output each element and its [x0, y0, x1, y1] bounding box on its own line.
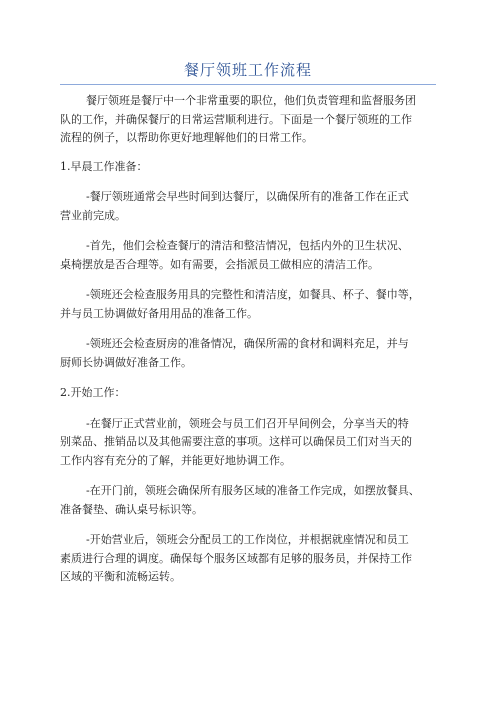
title-divider [60, 84, 436, 85]
paragraph-line: 营业前完成。 [60, 208, 126, 222]
paragraph-line: 工作内容有充分的了解，并能更好地协调工作。 [60, 453, 291, 467]
intro-line: 流程的例子，以帮助你更好地理解他们的日常工作。 [60, 131, 313, 144]
paragraph-line: -首先，他们会检查餐厅的清洁和整洁情况，包括内外的卫生状况、 [86, 239, 409, 252]
intro-paragraph [60, 92, 444, 148]
paragraph-line: -开始营业后，领班会分配员工的工作岗位，并根据就座情况和员工 [86, 533, 409, 546]
intro-line: 队的工作，并确保餐厅的日常运营顺利进行。下面是一个餐厅领班的工作 [60, 112, 412, 126]
paragraph-line: 厨师长协调做好准备工作。 [60, 355, 192, 369]
document-title: 餐厅领班工作流程 [183, 61, 312, 79]
section-heading: 1.早晨工作准备： [60, 159, 148, 173]
paragraph-line: -餐厅领班通常会早些时间到达餐厅，以确保所有的准备工作在正式 [86, 190, 409, 203]
paragraph-line: 桌椅摆放是否合理等。如有需要，会指派员工做相应的清洁工作。 [60, 257, 379, 271]
paragraph-line: -在开门前，领班会确保所有服务区域的准备工作完成，如摆放餐具、 [86, 484, 420, 497]
section-paragraph [60, 286, 444, 323]
section-paragraph [60, 531, 444, 587]
section-paragraph [60, 188, 444, 225]
paragraph-line: 并与员工协调做好备用用品的准备工作。 [60, 306, 258, 320]
paragraph-line: 准备餐垫、确认桌号标识等。 [60, 502, 203, 516]
paragraph-line: -领班还会检查服务用具的完整性和清洁度，如餐具、杯子、餐巾等， [86, 288, 420, 301]
paragraph-line: -在餐厅正式营业前，领班会与员工们召开早间例会，分享当天的特 [86, 416, 409, 430]
paragraph-line: 别菜品、推销品以及其他需要注意的事项。这样可以确保员工们对当天的 [60, 435, 412, 448]
paragraph-line: 区域的平衡和流畅运转。 [60, 570, 181, 583]
paragraph-line: 素质进行合理的调度。确保每个服务区域都有足够的服务员，并保持工作 [60, 551, 412, 565]
section-paragraph [60, 415, 444, 471]
section-heading: 2.开始工作： [60, 386, 126, 399]
intro-line: 餐厅领班是餐厅中一个非常重要的职位，他们负责管理和监督服务团 [86, 94, 416, 107]
paragraph-line: -领班还会检查厨房的准备情况，确保所需的食材和调料充足，并与 [86, 337, 409, 350]
section-paragraph [60, 237, 444, 274]
document-body [60, 92, 444, 599]
section-paragraph [60, 335, 444, 372]
section-paragraph [60, 482, 444, 519]
